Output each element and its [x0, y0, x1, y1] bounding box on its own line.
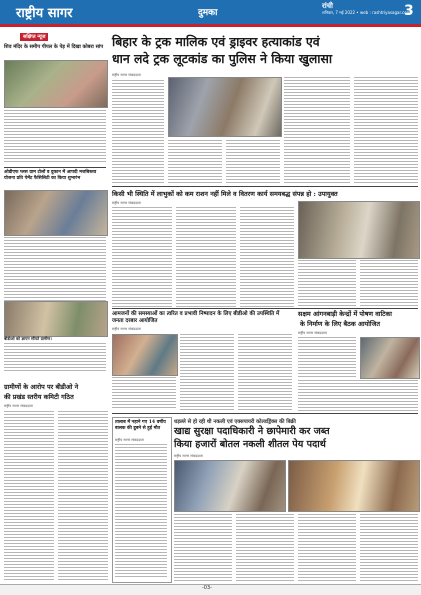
janta-darbar-text-col2 — [238, 334, 292, 410]
ration-text-col1 — [112, 207, 172, 307]
story-divider — [112, 186, 418, 187]
committee-text-col2 — [58, 411, 108, 581]
nutrition-garden-byline: राष्ट्रीय सागर संवाददाता — [298, 331, 327, 335]
committee-text-col1 — [4, 411, 54, 581]
brief-headline: शिव मंदिर के समीप पीपल के पेड़ में दिखा कोबरा सांप — [4, 44, 104, 50]
top-story-headline-1: बिहार के ट्रक मालिक एवं ड्राइवर हत्याकांड एवं — [112, 34, 320, 49]
drowning-headline: तालाब में नहाने गए 14 वर्षीय बालक की डूबने से हुई मौत — [115, 420, 166, 431]
committee-headline-2: की प्रखंड स्तरीय कमिटी गठित — [4, 393, 74, 401]
top-story-text-col1 — [112, 80, 164, 184]
janta-darbar-text-col1 — [180, 334, 234, 410]
ration-text-col4 — [298, 260, 356, 307]
column-rule — [4, 167, 106, 168]
brief-news-tag: सक्षिप्त न्यूज — [20, 33, 48, 41]
cold-drink-text-col3 — [298, 514, 356, 581]
odf-photo — [4, 190, 108, 236]
ration-meeting-photo — [298, 201, 420, 259]
nutrition-garden-headline-2: के निर्माण के लिए बैठक आयोजित — [300, 320, 380, 328]
odf-body-text — [4, 237, 106, 301]
story-divider — [112, 413, 418, 414]
cold-drink-headline-1: खाद्य सुरक्षा पदाधिकारी ने छापेमारी कर जब्त — [174, 426, 330, 437]
odf-headline: ओडीएफ प्लस ग्राम टोलों व दुकान में आपदी मजबिस्तव योजना प्रति पेमेंट फैसिलिटी का किया शुभारंभ — [4, 170, 97, 181]
committee-headline-1: ग्रामीणों के आरोप पर बीडीओ ने — [4, 383, 79, 391]
nutrition-meeting-photo — [360, 337, 420, 379]
ration-byline: राष्ट्रीय सागर संवाददाता — [112, 201, 141, 205]
masthead-divider — [0, 24, 421, 27]
cobra-photo — [4, 60, 108, 108]
cold-drink-kicker: धड़ल्ले से हो रही थी नकली एवं एक्सपायरी कोल्डड्रिंक्स की बिक्री — [174, 419, 296, 425]
edition-city: रांची — [322, 2, 333, 10]
top-story-text-col4 — [284, 77, 350, 184]
janta-darbar-text-col0 — [112, 377, 176, 410]
top-story-headline-2: धान लदे ट्रक लूटकांड का पुलिस ने किया खुलासा — [112, 51, 333, 66]
police-press-photo — [168, 77, 282, 137]
cold-drink-text-col2 — [236, 514, 294, 581]
drowning-byline: राष्ट्रीय सागर संवाददाता — [115, 438, 144, 442]
paper-title: राष्ट्रीय सागर — [16, 6, 73, 21]
memorandum-body-text — [4, 343, 106, 373]
top-story-text-col3 — [226, 140, 280, 184]
story-divider — [112, 308, 418, 309]
nutrition-text-col1 — [298, 337, 356, 377]
top-story-byline: राष्ट्रीय सागर संवाददाता — [112, 73, 141, 77]
brief-body-text — [4, 110, 106, 164]
page-number: 3 — [404, 3, 414, 19]
masthead — [0, 0, 421, 24]
cold-drink-headline-2: किया हजारों बोतल नकली शीतल पेय पदार्थ — [174, 439, 326, 450]
section-name: दुमका — [198, 8, 218, 18]
nutrition-garden-headline-1: सक्षम आंगनबाड़ी केन्द्रों में पोषण वाटिका — [298, 310, 392, 318]
top-story-text-col5 — [354, 77, 418, 184]
drowning-text — [115, 444, 167, 578]
ration-text-col2 — [176, 207, 236, 307]
date-line: शनिवार, 7 मई 2022 • web : rashtriyasagar.com — [322, 10, 411, 15]
footer-page-number: -03- — [202, 585, 212, 591]
janta-darbar-photo — [112, 334, 178, 376]
cold-drink-byline: राष्ट्रीय सागर संवाददाता — [174, 454, 203, 458]
ration-headline: किसी भी स्थिति में लाभुकों को कम राशन नहीं मिले व वितरण कार्य समयबद्ध संपन्न हो : उपायुक्त — [112, 190, 338, 198]
top-story-text-col2 — [168, 140, 222, 184]
ration-text-col3 — [240, 207, 294, 307]
raid-photo — [174, 460, 286, 512]
ration-text-col5 — [360, 260, 418, 307]
janta-darbar-headline: आमजनों की समस्याओं का त्वरित व प्रभावी निष्पादन के लिए बीडीओ की उपस्थिति में जनता दरबार आयोजित — [112, 311, 280, 324]
nutrition-text-bottom — [298, 380, 418, 412]
janta-darbar-byline: राष्ट्रीय सागर संवाददाता — [112, 327, 141, 331]
committee-byline: राष्ट्रीय सागर संवाददाता — [4, 404, 33, 408]
seized-bottles-photo — [288, 460, 420, 512]
cold-drink-text-col4 — [360, 514, 418, 581]
memorandum-photo — [4, 301, 108, 337]
memorandum-caption: बीडीओ को ज्ञापन सौंपते ग्रामीण। — [4, 336, 52, 341]
cold-drink-text-col1 — [174, 514, 232, 581]
